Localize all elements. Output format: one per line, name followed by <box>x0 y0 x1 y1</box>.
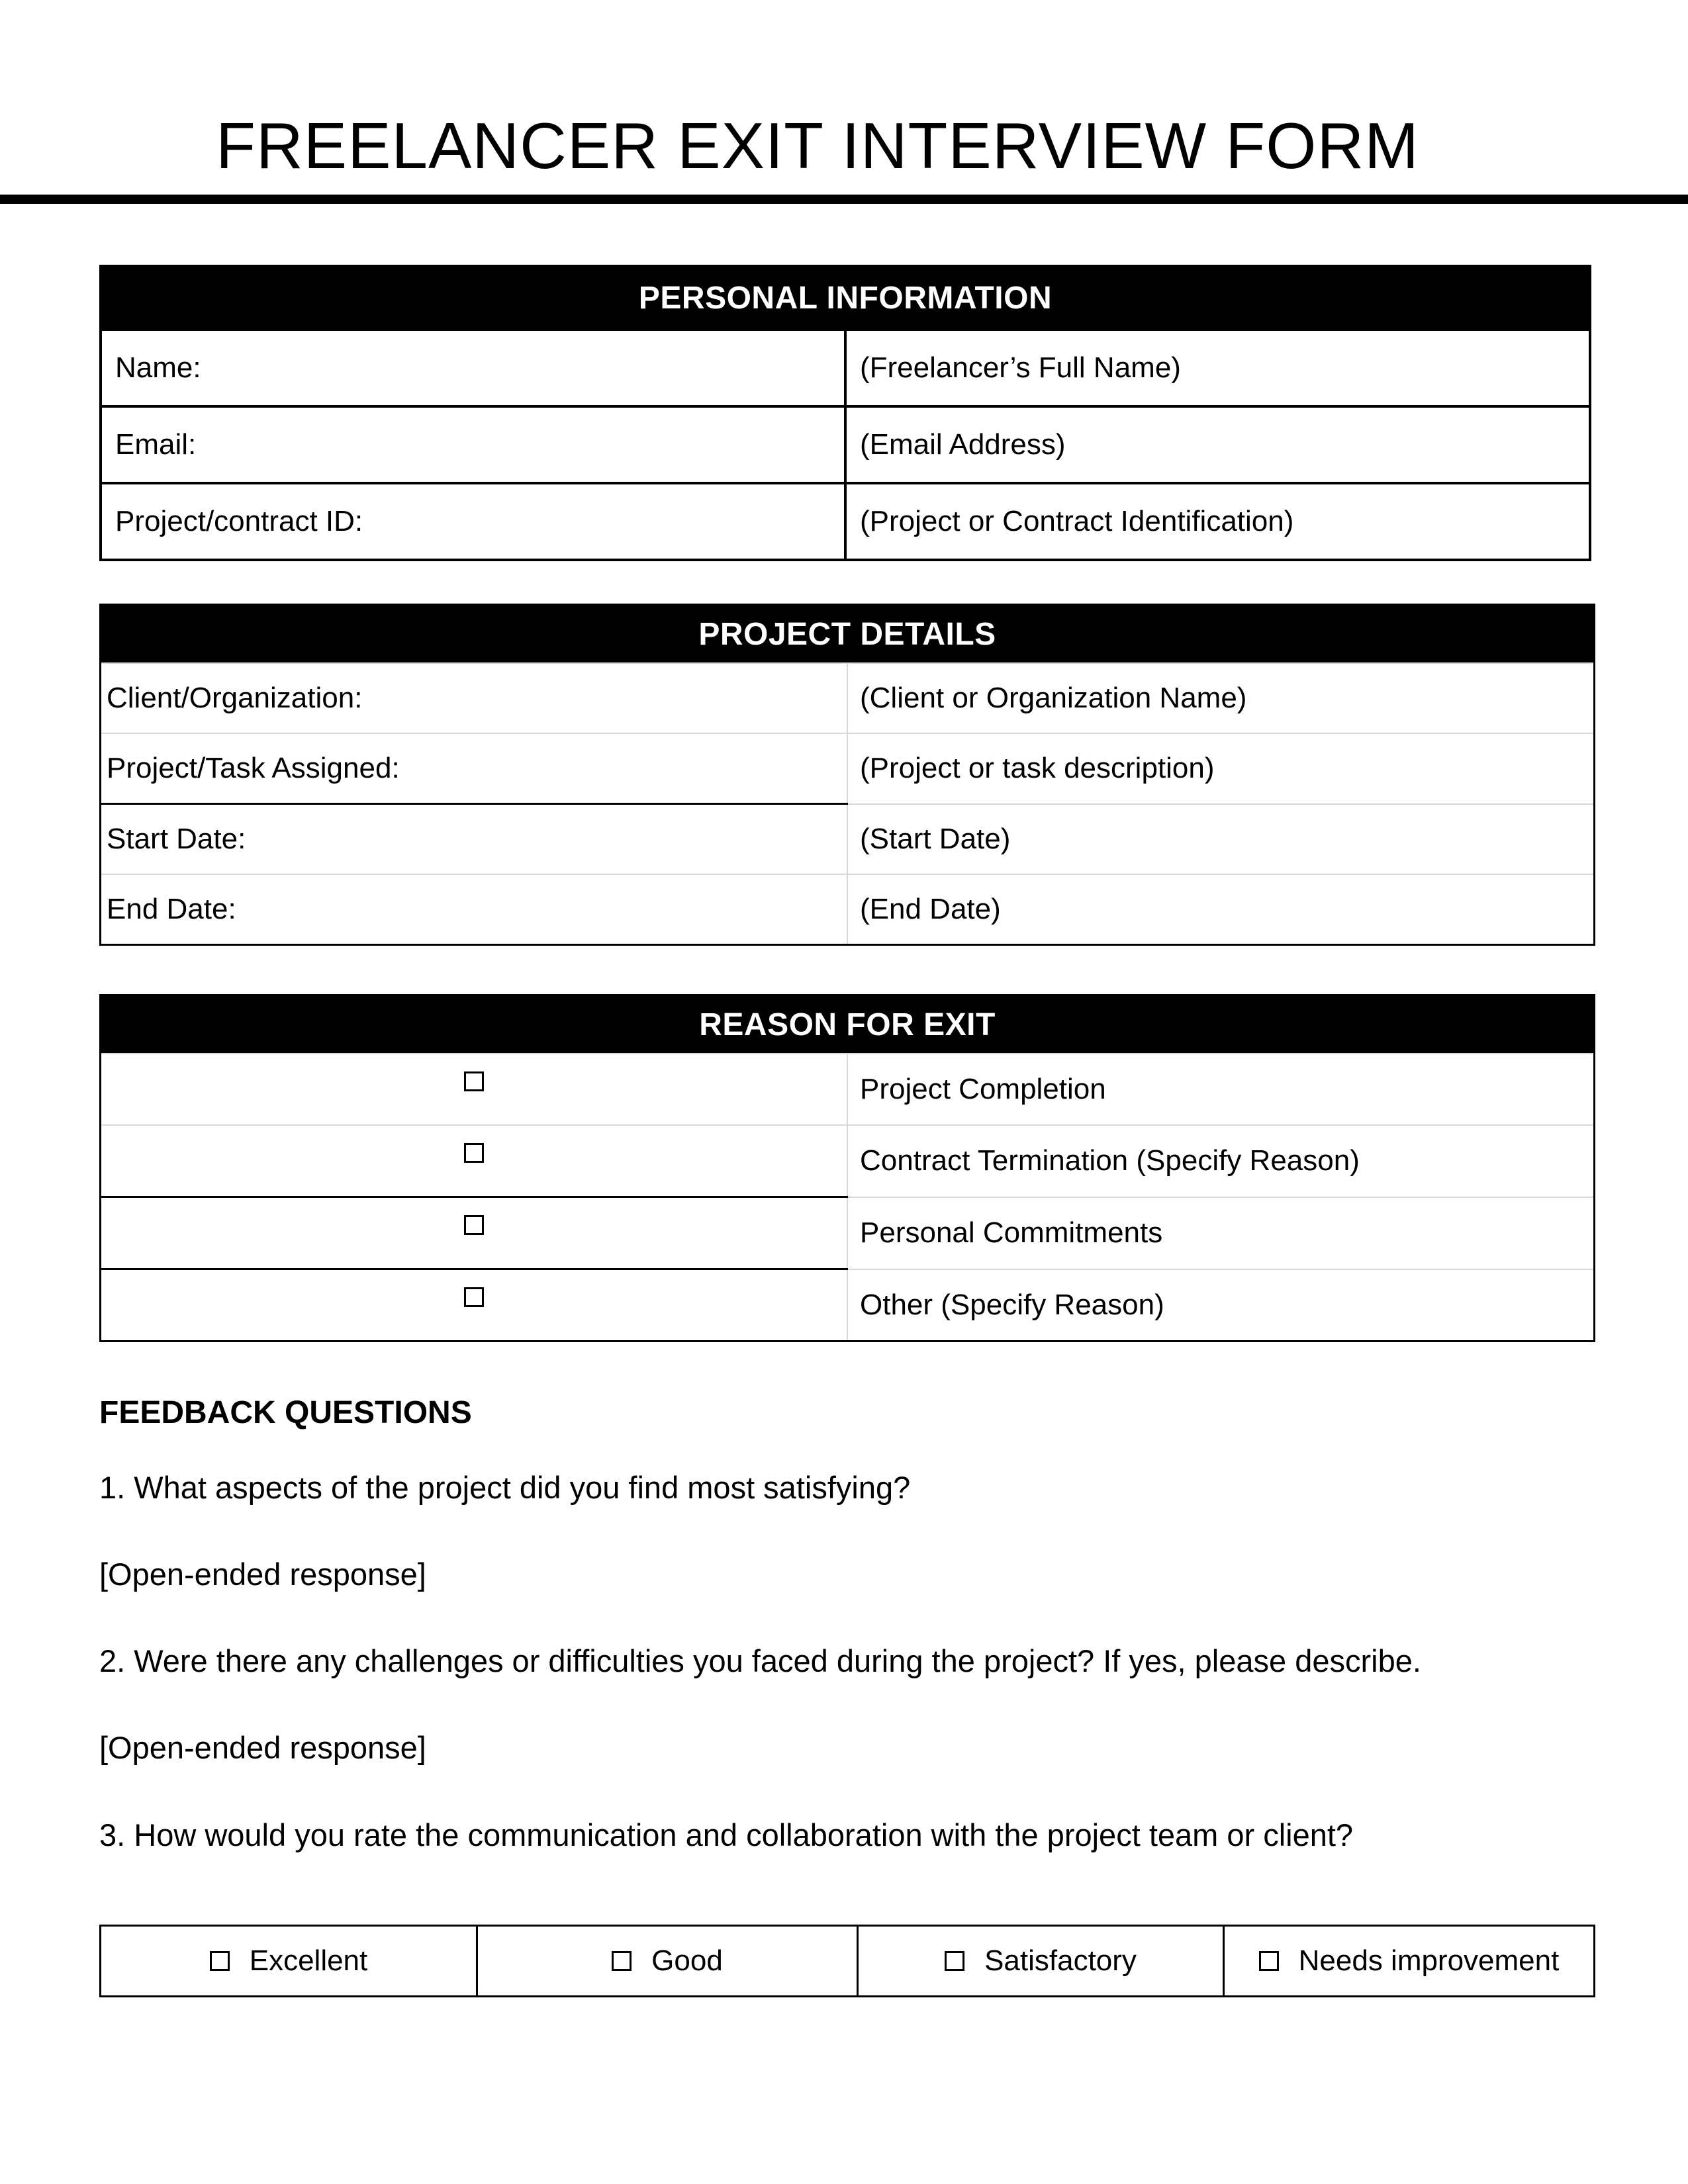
client-organization-label: Client/Organization: <box>101 663 848 733</box>
excellent-label: Excellent <box>249 1944 368 1977</box>
needs-improvement-checkbox[interactable] <box>1259 1951 1279 1971</box>
table-row <box>101 406 1590 483</box>
feedback-questions-heading: FEEDBACK QUESTIONS <box>99 1395 472 1430</box>
reason-for-exit-section <box>99 994 1595 1342</box>
good-checkbox[interactable] <box>612 1951 632 1971</box>
project-details-table <box>99 604 1595 946</box>
email-label: Email: <box>101 406 845 483</box>
personal-commitments-checkbox[interactable] <box>464 1215 484 1235</box>
rating-option-good[interactable] <box>477 1926 858 1997</box>
project-contract-id-label: Project/contract ID: <box>101 483 845 560</box>
start-date-field[interactable]: (Start Date) <box>847 804 1595 875</box>
response-1-field[interactable]: [Open-ended response] <box>99 1557 426 1592</box>
name-label: Name: <box>101 330 845 406</box>
project-task-label: Project/Task Assigned: <box>101 733 848 804</box>
email-field[interactable]: (Email Address) <box>845 406 1590 483</box>
other-reason-checkbox[interactable] <box>464 1287 484 1307</box>
end-date-label: End Date: <box>101 874 848 945</box>
page-title: FREELANCER EXIT INTERVIEW FORM <box>216 109 1419 182</box>
good-label: Good <box>651 1944 723 1977</box>
rating-option-needs-improvement[interactable] <box>1224 1926 1595 1997</box>
reason-for-exit-header: REASON FOR EXIT <box>101 995 1595 1054</box>
table-row <box>101 1054 1595 1125</box>
table-row <box>101 804 1595 875</box>
table-row <box>101 1926 1595 1997</box>
rating-option-excellent[interactable] <box>101 1926 477 1997</box>
checkbox-cell <box>101 1269 848 1342</box>
personal-commitments-label: Personal Commitments <box>847 1197 1595 1269</box>
end-date-field[interactable]: (End Date) <box>847 874 1595 945</box>
table-row <box>101 663 1595 733</box>
reason-for-exit-table <box>99 994 1595 1342</box>
checkbox-cell <box>101 1125 848 1197</box>
excellent-checkbox[interactable] <box>210 1951 230 1971</box>
table-row <box>101 733 1595 804</box>
table-row <box>101 1125 1595 1197</box>
contract-termination-checkbox[interactable] <box>464 1143 484 1163</box>
name-field[interactable]: (Freelancer’s Full Name) <box>845 330 1590 406</box>
contract-termination-label: Contract Termination (Specify Reason) <box>847 1125 1595 1197</box>
title-divider <box>0 195 1688 204</box>
project-contract-id-field[interactable]: (Project or Contract Identification) <box>845 483 1590 560</box>
checkbox-cell <box>101 1054 848 1125</box>
rating-option-satisfactory[interactable] <box>858 1926 1224 1997</box>
question-2: 2. Were there any challenges or difficulties you faced during the project? If yes, please describe. <box>99 1643 1421 1678</box>
table-row <box>101 1269 1595 1342</box>
personal-information-table <box>99 265 1591 561</box>
table-row <box>101 483 1590 560</box>
project-completion-checkbox[interactable] <box>464 1071 484 1091</box>
project-completion-label: Project Completion <box>847 1054 1595 1125</box>
satisfactory-label: Satisfactory <box>984 1944 1137 1977</box>
question-3: 3. How would you rate the communication and collaboration with the project team or client? <box>99 1817 1354 1852</box>
project-details-header: PROJECT DETAILS <box>101 605 1595 664</box>
table-row <box>101 874 1595 945</box>
table-row <box>101 330 1590 406</box>
question-1: 1. What aspects of the project did you find most satisfying? <box>99 1470 911 1505</box>
client-organization-field[interactable]: (Client or Organization Name) <box>847 663 1595 733</box>
other-reason-label: Other (Specify Reason) <box>847 1269 1595 1342</box>
personal-information-section <box>99 265 1591 561</box>
personal-information-header: PERSONAL INFORMATION <box>101 266 1590 330</box>
needs-improvement-label: Needs improvement <box>1298 1944 1560 1977</box>
table-row <box>101 1197 1595 1269</box>
communication-rating-table <box>99 1925 1595 1997</box>
project-details-section <box>99 604 1595 946</box>
checkbox-cell <box>101 1197 848 1269</box>
project-task-field[interactable]: (Project or task description) <box>847 733 1595 804</box>
communication-rating-section <box>99 1925 1595 1997</box>
satisfactory-checkbox[interactable] <box>945 1951 964 1971</box>
response-2-field[interactable]: [Open-ended response] <box>99 1730 426 1765</box>
start-date-label: Start Date: <box>101 804 848 875</box>
